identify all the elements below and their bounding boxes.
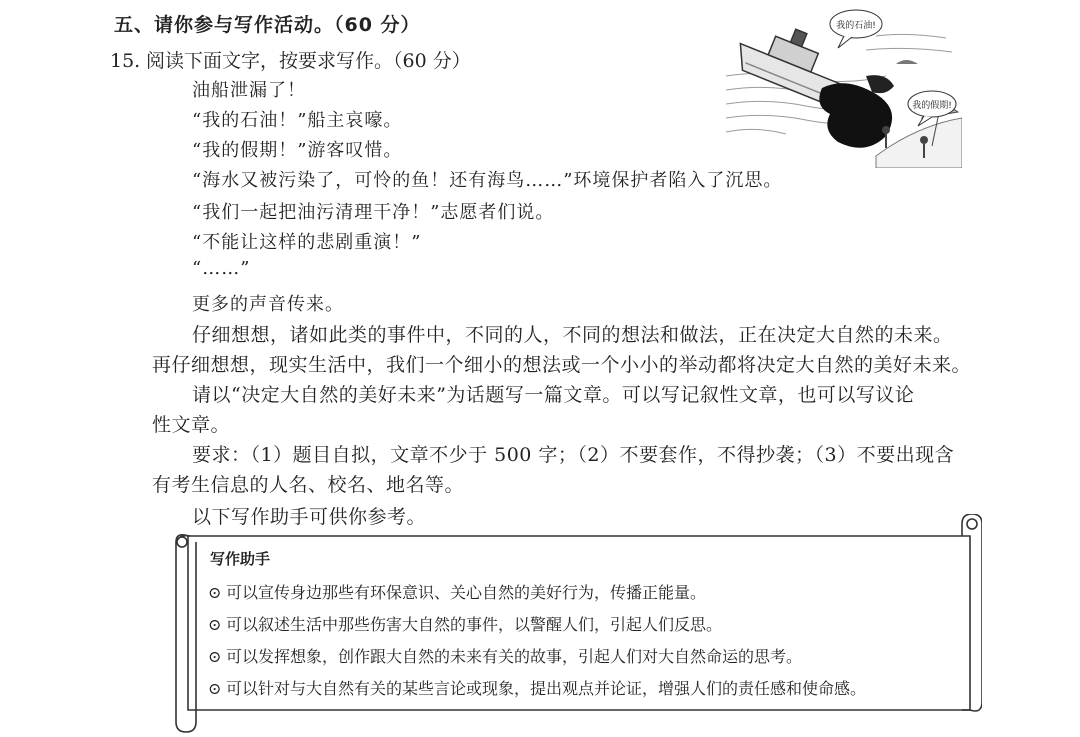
circle-dot-icon: ⊙: [208, 679, 222, 698]
question-number: 15.: [110, 50, 141, 72]
paragraph-line: 要求：（1）题目自拟，文章不少于 500 字；（2）不要套作，不得抄袭；（3）不要出现含: [192, 444, 955, 466]
dialogue-line: “我的石油！”船主哀嚎。: [192, 110, 403, 131]
dialogue-line: “不能让这样的悲剧重演！”: [192, 232, 422, 253]
question-prompt-line: [110, 46, 471, 73]
circle-dot-icon: ⊙: [208, 647, 222, 666]
helper-item: [208, 580, 706, 603]
oil-spill-illustration: [726, 6, 962, 168]
bubble-text-1: 我的石油!: [836, 21, 876, 31]
paragraph-line: 有考生信息的人名、校名、地名等。: [152, 474, 465, 496]
dialogue-line: “我们一起把油污清理干净！”志愿者们说。: [192, 202, 555, 223]
question-prompt: 阅读下面文字，按要求写作。（60 分）: [146, 50, 471, 72]
dialogue-line: 油船泄漏了！: [192, 80, 306, 101]
paragraph-line: 仔细想想，诸如此类的事件中，不同的人，不同的想法和做法，正在决定大自然的未来。: [192, 324, 953, 346]
helper-item-text: 可以宣传身边那些有环保意识、关心自然的美好行为，传播正能量。: [226, 583, 707, 602]
helper-item-text: 可以针对与大自然有关的某些言论或现象，提出观点并论证，增强人们的责任感和使命感。: [226, 679, 867, 698]
circle-dot-icon: ⊙: [208, 615, 222, 634]
helper-title: 写作助手: [210, 550, 271, 568]
dialogue-line: “海水又被污染了，可怜的鱼！还有海鸟……”环境保护者陷入了沉思。: [192, 170, 783, 191]
section-title: 五、请你参与写作活动。（60 分）: [114, 14, 421, 36]
dialogue-line: 更多的声音传来。: [192, 294, 344, 315]
paragraph-line: 性文章。: [152, 414, 231, 436]
oil-spill-drawing: [726, 6, 962, 168]
helper-item: [208, 612, 722, 635]
helper-item-text: 可以叙述生活中那些伤害大自然的事件，以警醒人们，引起人们反思。: [226, 615, 723, 634]
circle-dot-icon: ⊙: [208, 583, 222, 602]
dialogue-line: “我的假期！”游客叹惜。: [192, 140, 403, 161]
helper-item: [208, 676, 866, 699]
bubble-text-2: 我的假期!: [912, 101, 952, 111]
helper-item: [208, 644, 802, 667]
helper-item-text: 可以发挥想象，创作跟大自然的未来有关的故事，引起人们对大自然命运的思考。: [226, 647, 803, 666]
paragraph-line: 请以“决定大自然的美好未来”为话题写一篇文章。可以写记叙性文章，也可以写议论: [192, 384, 915, 406]
paragraph-line: 再仔细想想，现实生活中，我们一个细小的想法或一个小小的举动都将决定大自然的美好未来。: [152, 354, 972, 376]
paragraph-line: 以下写作助手可供你参考。: [192, 506, 427, 528]
dialogue-line: “……”: [192, 258, 251, 279]
